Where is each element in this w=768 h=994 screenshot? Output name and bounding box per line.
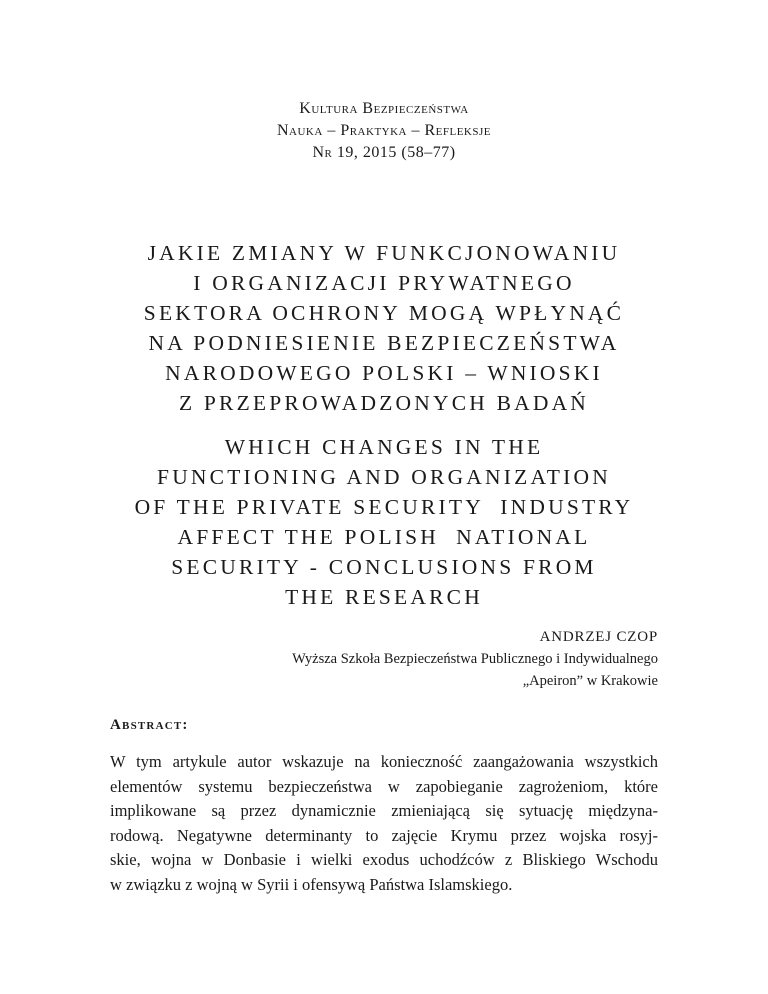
author-name: ANDRZEJ CZOP: [539, 629, 658, 645]
author-affiliation-city: „Apeiron” w Krakowie: [522, 673, 658, 689]
abstract-line: w związku z wojną w Syrii i ofensywą Państwa Islamskiego.: [110, 874, 513, 894]
title-en-line: SECURITY - CONCLUSIONS FROM: [171, 555, 597, 579]
journal-issue: Nr 19, 2015 (58–77): [312, 144, 456, 161]
title-pl-line: I ORGANIZACJI PRYWATNEGO: [193, 271, 575, 295]
abstract-text: [110, 750, 658, 897]
title-pl-line: NARODOWEGO POLSKI – WNIOSKI: [165, 361, 603, 385]
title-en-line: AFFECT THE POLISH NATIONAL: [177, 525, 591, 549]
author-affiliation: Wyższa Szkoła Bezpieczeństwa Publicznego i Indywidualnego: [292, 651, 658, 667]
abstract-line: elementów systemu bezpieczeństwa w zapobieganie zagrożeniom, które: [110, 776, 658, 796]
abstract-line: implikowane są przez dynamicznie zmieniającą się sytuację międzyna-: [110, 801, 658, 820]
title-pl-line: NA PODNIESIENIE BEZPIECZEŃSTWA: [148, 331, 620, 355]
journal-name: Kultura Bezpieczeństwa: [299, 100, 469, 117]
author-block: [98, 626, 658, 692]
journal-header: [0, 98, 768, 164]
title-en-line: OF THE PRIVATE SECURITY INDUSTRY: [134, 495, 634, 519]
article-title-english: [100, 432, 668, 612]
journal-subtitle: Nauka – Praktyka – Refleksje: [276, 122, 491, 139]
title-pl-line: SEKTORA OCHRONY MOGĄ WPŁYNĄĆ: [143, 301, 625, 325]
abstract-line: W tym artykule autor wskazuje na konieczność zaangażowania wszystkich: [110, 752, 658, 771]
title-en-line: WHICH CHANGES IN THE: [224, 435, 544, 459]
abstract-line: rodową. Negatywne determinanty to zajęcie Krymu przez wojska rosyj-: [110, 825, 658, 845]
title-pl-line: JAKIE ZMIANY W FUNKCJONOWANIU: [147, 241, 621, 265]
abstract-line: skie, wojna w Donbasie i wielki exodus uchodźców z Bliskiego Wschodu: [110, 850, 658, 869]
article-title-polish: [100, 238, 668, 418]
title-en-line: THE RESEARCH: [285, 585, 483, 609]
title-en-line: FUNCTIONING AND ORGANIZATION: [157, 465, 611, 489]
title-pl-line: Z PRZEPROWADZONYCH BADAŃ: [178, 391, 590, 415]
abstract-heading: Abstract:: [110, 717, 189, 733]
